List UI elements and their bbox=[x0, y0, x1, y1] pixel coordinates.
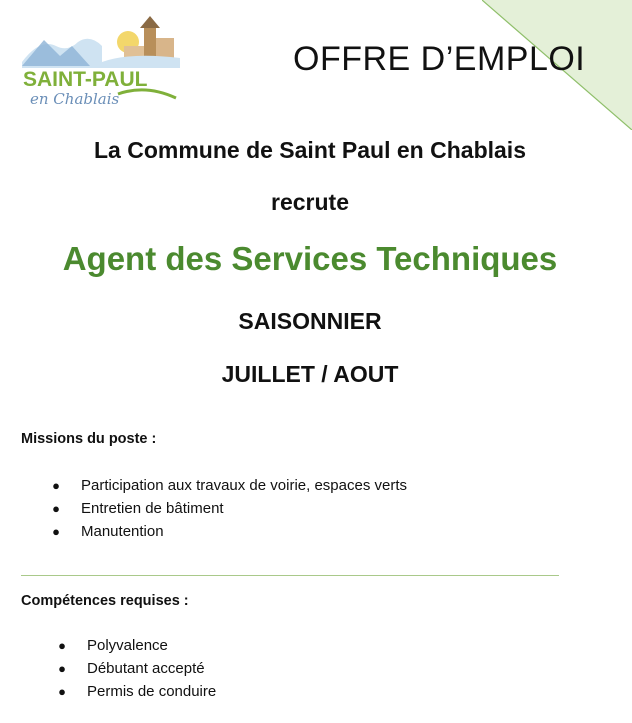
bullet-icon: ● bbox=[58, 661, 66, 676]
competences-list bbox=[57, 634, 557, 703]
saint-paul-logo bbox=[20, 16, 180, 112]
list-item: ● Entretien de bâtiment bbox=[51, 497, 551, 520]
section-divider bbox=[21, 575, 559, 576]
bullet-icon: ● bbox=[58, 638, 66, 653]
job-title: Agent des Services Techniques bbox=[62, 240, 558, 277]
list-item: ● Débutant accepté bbox=[57, 657, 557, 680]
offer-heading: OFFRE D’EMPLOI bbox=[293, 40, 586, 78]
commune-line: La Commune de Saint Paul en Chablais bbox=[94, 137, 526, 163]
list-item: ● Polyvalence bbox=[57, 634, 557, 657]
competences-title: Compétences requises : bbox=[21, 593, 189, 609]
bullet-icon: ● bbox=[52, 478, 60, 493]
bullet-icon: ● bbox=[52, 524, 60, 539]
list-item: ● Permis de conduire bbox=[57, 680, 557, 703]
job-type: SAISONNIER bbox=[238, 308, 382, 334]
bullet-icon: ● bbox=[52, 501, 60, 516]
logo-text: SAINT-PAUL bbox=[23, 68, 148, 91]
missions-title: Missions du poste : bbox=[21, 431, 157, 447]
missions-list bbox=[51, 474, 551, 543]
recrute-line: recrute bbox=[271, 189, 349, 215]
bullet-icon: ● bbox=[58, 684, 66, 699]
logo-subtext: en Chablais bbox=[30, 90, 120, 108]
job-period: JUILLET / AOUT bbox=[221, 361, 399, 387]
list-item: ● Manutention bbox=[51, 520, 551, 543]
list-item: ● Participation aux travaux de voirie, espaces verts bbox=[51, 474, 551, 497]
